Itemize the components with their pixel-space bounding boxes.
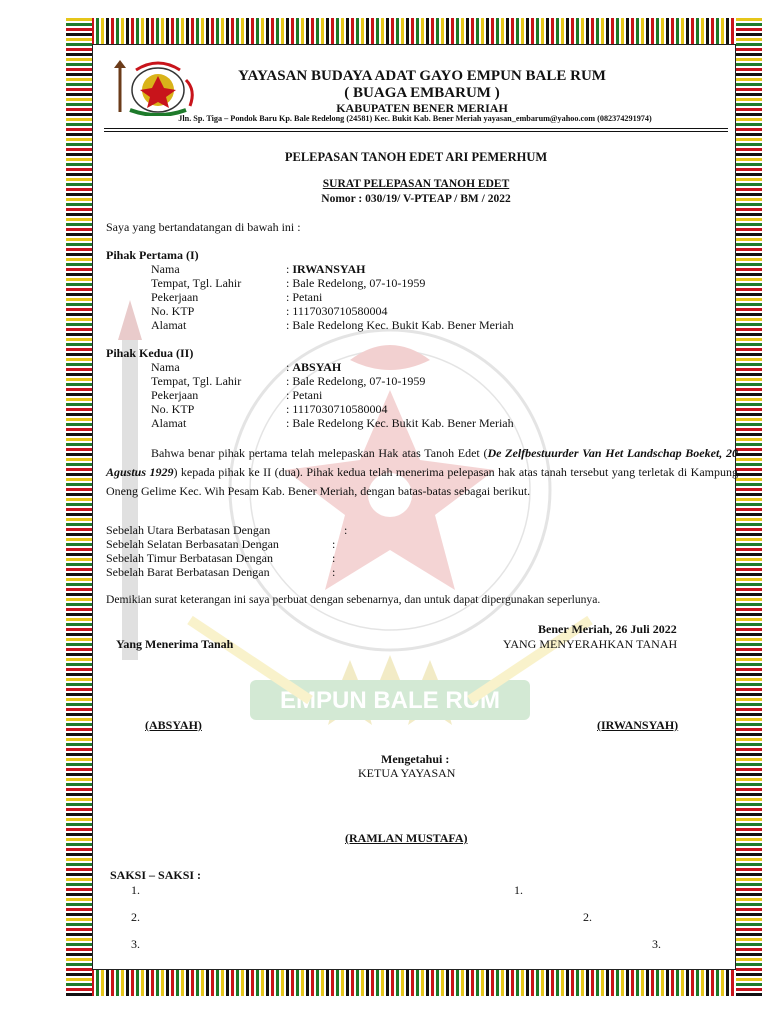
header-rule bbox=[104, 128, 728, 129]
party1-colon: : IRWANSYAH bbox=[286, 262, 366, 276]
border-south-label: Sebelah Selatan Berbasatan Dengan bbox=[106, 537, 279, 551]
party1-value-job: Petani bbox=[292, 290, 323, 304]
receiver-label: Yang Menerima Tanah bbox=[116, 637, 234, 651]
party2-label-job: Pekerjaan bbox=[151, 388, 199, 402]
statement-paragraph bbox=[106, 444, 738, 501]
party1-value-address: Bale Redelong Kec. Bukit Kab. Bener Meriah bbox=[292, 318, 514, 332]
watermark-banner-text: EMPUN BALE RUM bbox=[280, 687, 500, 714]
foundation-logo-icon bbox=[106, 60, 202, 116]
border-west-colon: : bbox=[332, 565, 336, 579]
party2-value-address: Bale Redelong Kec. Bukit Kab. Bener Meriah bbox=[292, 416, 514, 430]
party2-label-ktp: No. KTP bbox=[151, 402, 195, 416]
party2-value-name: ABSYAH bbox=[292, 360, 342, 374]
border-west-label: Sebelah Barat Berbatasan Dengan bbox=[106, 565, 270, 579]
witness-right-3: 3. bbox=[652, 937, 661, 951]
closing-statement: Demikian surat keterangan ini saya perbuat dengan sebenarnya, dan untuk dapat dipergunakan seperlunya. bbox=[106, 593, 601, 606]
party2-value-birth: Bale Redelong, 07-10-1959 bbox=[292, 374, 426, 388]
document-number: Nomor : 030/19/ V-PTEAP / BM / 2022 bbox=[321, 193, 511, 205]
party2-colon: : Bale Redelong Kec. Bukit Kab. Bener Meriah bbox=[286, 416, 514, 430]
statement-part-b: ) kepada pihak ke II (dua). Pihak kedua telah menerima pelepasan hak atas tanah tersebut yang terletak di Kampung Oneng Gelime Kec. Wih Pesam Kab. Bener Meriah, dengan batas-batas sebagai berikut. bbox=[106, 465, 739, 498]
witnesses-heading: SAKSI – SAKSI : bbox=[110, 868, 202, 882]
party2-value-ktp: 1117030710580004 bbox=[292, 402, 388, 416]
party2-colon: : 1117030710580004 bbox=[286, 402, 388, 416]
border-south-colon: : bbox=[332, 537, 336, 551]
border-north bbox=[106, 523, 348, 538]
party1-colon: : 1117030710580004 bbox=[286, 304, 388, 318]
party2-colon: : Petani bbox=[286, 388, 323, 402]
party1-value-ktp: 1117030710580004 bbox=[292, 304, 388, 318]
statement-part-a: Bahwa benar pihak pertama telah melepaskan Hak atas Tanoh Edet ( bbox=[151, 446, 488, 460]
header-rule-thin bbox=[104, 131, 728, 132]
party1-label-birth: Tempat, Tgl. Lahir bbox=[151, 276, 242, 290]
border-west bbox=[106, 565, 336, 580]
acknowledged-label: Mengetahui : bbox=[381, 752, 450, 766]
org-regency: KABUPATEN BENER MERIAH bbox=[336, 101, 508, 115]
statement-reference: De Zelfbestuurder Van Het Landschap Boeket, 20 Agustus 1929 bbox=[106, 446, 738, 479]
party1-value-birth: Bale Redelong, 07-10-1959 bbox=[292, 276, 426, 290]
border-north-label: Sebelah Utara Berbatasan Dengan bbox=[106, 523, 271, 537]
party1-value-name: IRWANSYAH bbox=[292, 262, 366, 276]
witness-right-1: 1. bbox=[514, 883, 523, 897]
org-address: Jln. Sp. Tiga – Pondok Baru Kp. Bale Redelong (24581) Kec. Bukit Kab. Bener Meriah yayasan_embarum@yahoo.com (082374291974) bbox=[178, 114, 652, 123]
border-east-colon: : bbox=[332, 551, 336, 565]
party1-colon: : Petani bbox=[286, 290, 323, 304]
chair-name: (RAMLAN MUSTAFA) bbox=[345, 831, 468, 845]
party1-label-address: Alamat bbox=[151, 318, 187, 332]
party1-colon: : Bale Redelong, 07-10-1959 bbox=[286, 276, 426, 290]
party2-colon: : Bale Redelong, 07-10-1959 bbox=[286, 374, 426, 388]
party2-label-address: Alamat bbox=[151, 416, 187, 430]
witness-left-1: 1. bbox=[131, 883, 140, 897]
document-title: PELEPASAN TANOH EDET ARI PEMERHUM bbox=[284, 150, 548, 164]
party1-heading: Pihak Pertama (I) bbox=[106, 248, 199, 262]
party2-value-job: Petani bbox=[292, 388, 323, 402]
chair-label: KETUA YAYASAN bbox=[358, 766, 456, 780]
giver-name: (IRWANSYAH) bbox=[597, 718, 679, 732]
place-date: Bener Meriah, 26 Juli 2022 bbox=[538, 622, 677, 636]
border-east bbox=[106, 551, 336, 566]
party2-heading: Pihak Kedua (II) bbox=[106, 346, 194, 360]
party1-label-job: Pekerjaan bbox=[151, 290, 199, 304]
border-north-colon: : bbox=[344, 523, 348, 537]
giver-label: YANG MENYERAHKAN TANAH bbox=[503, 637, 678, 651]
org-name: YAYASAN BUDAYA ADAT GAYO EMPUN BALE RUM bbox=[238, 68, 606, 84]
receiver-name: (ABSYAH) bbox=[145, 718, 202, 732]
border-south bbox=[106, 537, 336, 552]
org-abbreviation: ( BUAGA EMBARUM ) bbox=[344, 85, 500, 101]
party1-label-ktp: No. KTP bbox=[151, 304, 195, 318]
witness-left-3: 3. bbox=[131, 937, 140, 951]
party1-label-name: Nama bbox=[151, 262, 180, 276]
party2-label-birth: Tempat, Tgl. Lahir bbox=[151, 374, 242, 388]
border-east-label: Sebelah Timur Berbatasan Dengan bbox=[106, 551, 273, 565]
party2-label-name: Nama bbox=[151, 360, 180, 374]
witness-left-2: 2. bbox=[131, 910, 140, 924]
intro-text: Saya yang bertandatangan di bawah ini : bbox=[106, 220, 301, 234]
witness-right-2: 2. bbox=[583, 910, 592, 924]
document-subtitle: SURAT PELEPASAN TANOH EDET bbox=[322, 178, 510, 190]
party1-colon: : Bale Redelong Kec. Bukit Kab. Bener Meriah bbox=[286, 318, 514, 332]
party2-colon: : ABSYAH bbox=[286, 360, 342, 374]
